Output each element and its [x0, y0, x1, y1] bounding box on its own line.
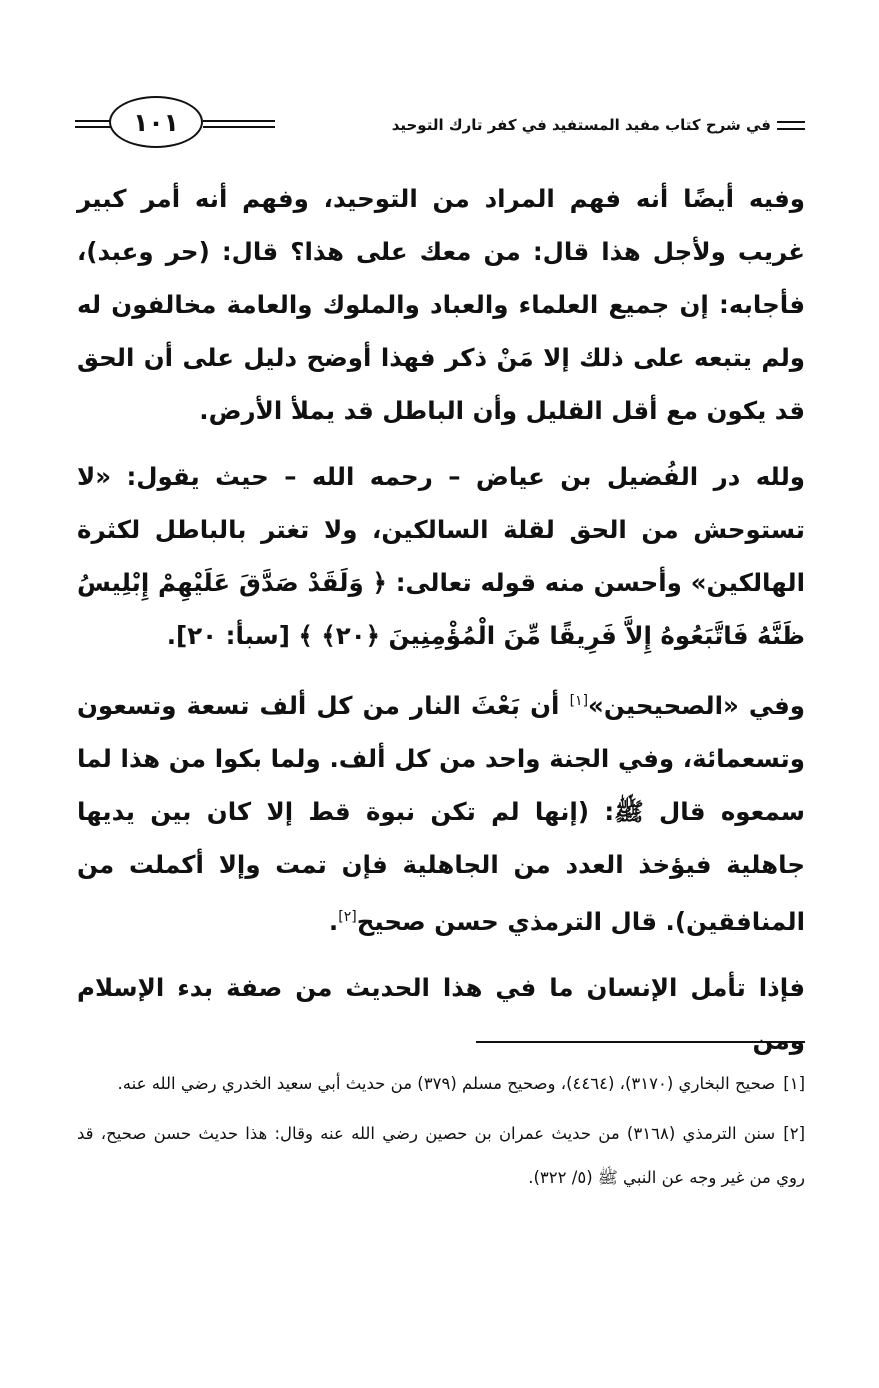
- footnote-2-number: [٢]: [783, 1124, 805, 1143]
- paragraph-1: وفيه أيضًا أنه فهم المراد من التوحيد، وفهم أنه أمر كبير غريب ولأجل هذا قال: من معك على هذا؟ قال: (حر وعبد)، فأجابه: إن جميع العلماء والعباد والملوك والعامة مخالفون له ولم يتبعه على ذلك إلا مَنْ ذكر فهذا أوضح دليل على أن الحق قد يكون مع أقل القليل وأن الباطل قد يملأ الأرض.: [77, 184, 805, 425]
- paragraph-3-body: أن بَعْثَ النار من كل ألف تسعة وتسعون وتسعمائة، وفي الجنة واحد من كل ألف. ولما بكوا من هذا لما سمعوه قال ﷺ: (إنها لم تكن نبوة قط إلا كان بين يديها جاهلية فيؤخذ العدد من الجاهلية فإن تمت وإلا أكملت من المنافقين). قال الترمذي حسن صحيح: [77, 691, 805, 937]
- main-text: [77, 172, 805, 1067]
- quran-citation: [سبأ: ٢٠].: [166, 621, 290, 650]
- page-number: ١٠١: [109, 96, 203, 148]
- paragraph-3: [77, 675, 805, 948]
- paragraph-4: فإذا تأمل الإنسان ما في هذا الحديث من صفة بدء الإسلام ومن: [77, 973, 805, 1056]
- quran-verse: ﴿ وَلَقَدْ صَدَّقَ عَلَيْهِمْ إِبْلِيسُ ظَنَّهُ فَاتَّبَعُوهُ إِلاَّ فَرِيقًا مِّنَ الْمُؤْمِنِينَ ﴿٢٠﴾ ﴾: [77, 568, 805, 650]
- paragraph-3-end: .: [328, 907, 339, 937]
- running-title-text: في شرح كتاب مفيد المستفيد في كفر تارك التوحيد: [391, 116, 771, 134]
- footnote-separator: [476, 1041, 805, 1043]
- paragraph-2: [77, 450, 805, 662]
- footnote-ref-1[interactable]: [١]: [569, 693, 589, 709]
- paragraph-3-start: وفي «الصحيحين»: [588, 691, 805, 721]
- page-number-rule-left: [75, 120, 111, 128]
- running-title: [392, 116, 805, 134]
- page-number-ornament: [75, 92, 275, 154]
- footnote-1-text: صحيح البخاري (٣١٧٠)، (٤٤٦٤)، وصحيح مسلم (٣٧٩) من حديث أبي سعيد الخدري رضي الله عنه.: [117, 1074, 776, 1093]
- footnote-2-text: سنن الترمذي (٣١٦٨) من حديث عمران بن حصين رضي الله عنه وقال: هذا حديث حسن صحيح، قد روي من غير وجه عن النبي ﷺ (٥/ ٣٢٢).: [77, 1124, 805, 1187]
- footnote-1: [77, 1062, 805, 1106]
- paragraph-2-text: ولله در الفُضيل بن عياض – رحمه الله – حيث يقول: «لا تستوحش من الحق لقلة السالكين، ولا تغتر بالباطل لكثرة الهالكين» وأحسن منه قوله تعالى:: [77, 462, 805, 597]
- footnote-2: [77, 1112, 805, 1200]
- title-rule: [777, 121, 805, 130]
- page-number-rule-right: [203, 120, 275, 128]
- page-header: [75, 92, 805, 154]
- footnote-1-number: [١]: [783, 1074, 805, 1093]
- footnote-ref-2[interactable]: [٢]: [338, 909, 357, 926]
- footnotes: [77, 1062, 805, 1206]
